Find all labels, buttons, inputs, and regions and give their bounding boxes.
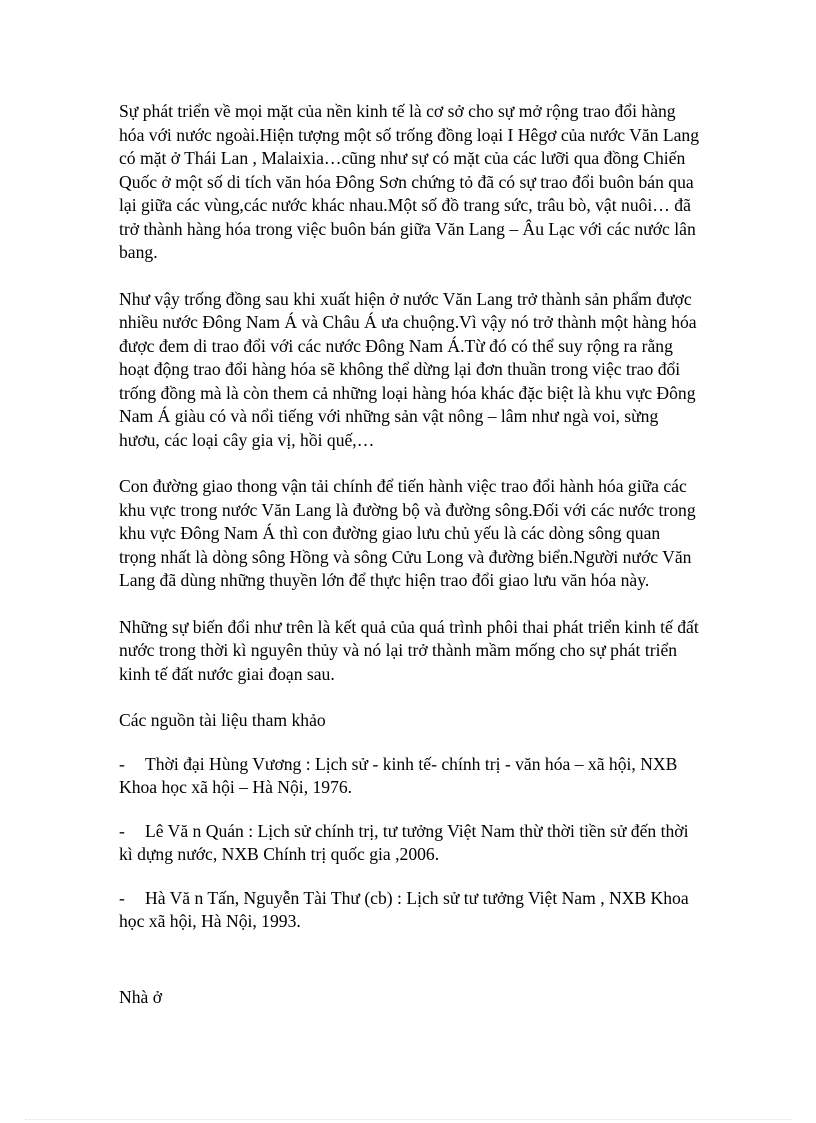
reference-bullet: - (119, 820, 125, 841)
references-list (119, 753, 701, 934)
reference-bullet: - (119, 887, 125, 908)
reference-item (119, 820, 701, 867)
reference-text: Lê Vă n Quán : Lịch sử chính trị, tư tưởng Việt Nam thừ thời tiền sử đến thời kì dựng nước, NXB Chính trị quốc gia ,2006. (119, 820, 689, 864)
reference-bullet: - (119, 753, 125, 774)
paragraph-transport-routes: Con đường giao thong vận tải chính để tiến hành việc trao đổi hành hóa giữa các khu vực trong nước Văn Lang là đường bộ và đường sông.Đối với các nước trong khu vực Đông Nam Á thì con đường giao lưu chủ yếu là các dòng sông quan trọng nhất là dòng sông Hồng và sông Cửu Long và đường biển.Người nước Văn Lang đã dùng những thuyền lớn để thực hiện trao đổi giao lưu văn hóa này. (119, 476, 696, 590)
reference-text: Hà Vă n Tấn, Nguyễn Tài Thư (cb) : Lịch sử tư tưởng Việt Nam , NXB Khoa học xã hội, Hà Nội, 1993. (119, 887, 689, 931)
paragraph-conclusion: Những sự biến đổi như trên là kết quả của quá trình phôi thai phát triển kinh tế đất nước trong thời kì nguyên thủy và nó lại trở thành mầm mống cho sự phát triển kinh tế đất nước giai đoạn sau. (119, 616, 699, 684)
paragraph-bronze-drums: Như vậy trống đồng sau khi xuất hiện ở nước Văn Lang trở thành sản phẩm được nhiều nước Đông Nam Á và Châu Á ưa chuộng.Vì vậy nó trở thành một hàng hóa được đem di trao đổi với các nước Đông Nam Á.Từ đó có thể suy rộng ra rằng hoạt động trao đổi hàng hóa sẽ không thể dừng lại đơn thuần trong việc trao đổi trống đồng mà là còn them cả những loại hàng hóa khác đặc biệt là khu vực Đông Nam Á giàu có và nổi tiếng với những sản vật nông – lâm như ngà voi, sừng hươu, các loại cây gia vị, hồi quế,… (119, 288, 697, 450)
references-heading: Các nguồn tài liệu tham khảo (119, 710, 326, 730)
reference-item (119, 887, 701, 934)
document-body (119, 100, 701, 954)
reference-item (119, 753, 701, 800)
page-bottom-divider (25, 1119, 791, 1120)
trailing-heading: Nhà ở (119, 987, 163, 1007)
reference-text: Thời đại Hùng Vương : Lịch sử - kinh tế- chính trị - văn hóa – xã hội, NXB Khoa học xã hội – Hà Nội, 1976. (119, 753, 678, 797)
paragraph-trade-development: Sự phát triển về mọi mặt của nền kinh tế là cơ sở cho sự mở rộng trao đổi hàng hóa với nước ngoài.Hiện tượng một số trống đồng loại I Hêgơ của nước Văn Lang có mặt ở Thái Lan , Malaixia…cũng như sự có mặt của các lưỡi qua đồng Chiến Quốc ở một số di tích văn hóa Đông Sơn chứng tỏ đã có sự trao đổi buôn bán qua lại giữa các vùng,các nước khác nhau.Một số đồ trang sức, trâu bò, vật nuôi… đã trở thành hàng hóa trong việc buôn bán giữa Văn Lang – Âu Lạc với các nước lân bang. (119, 101, 700, 262)
